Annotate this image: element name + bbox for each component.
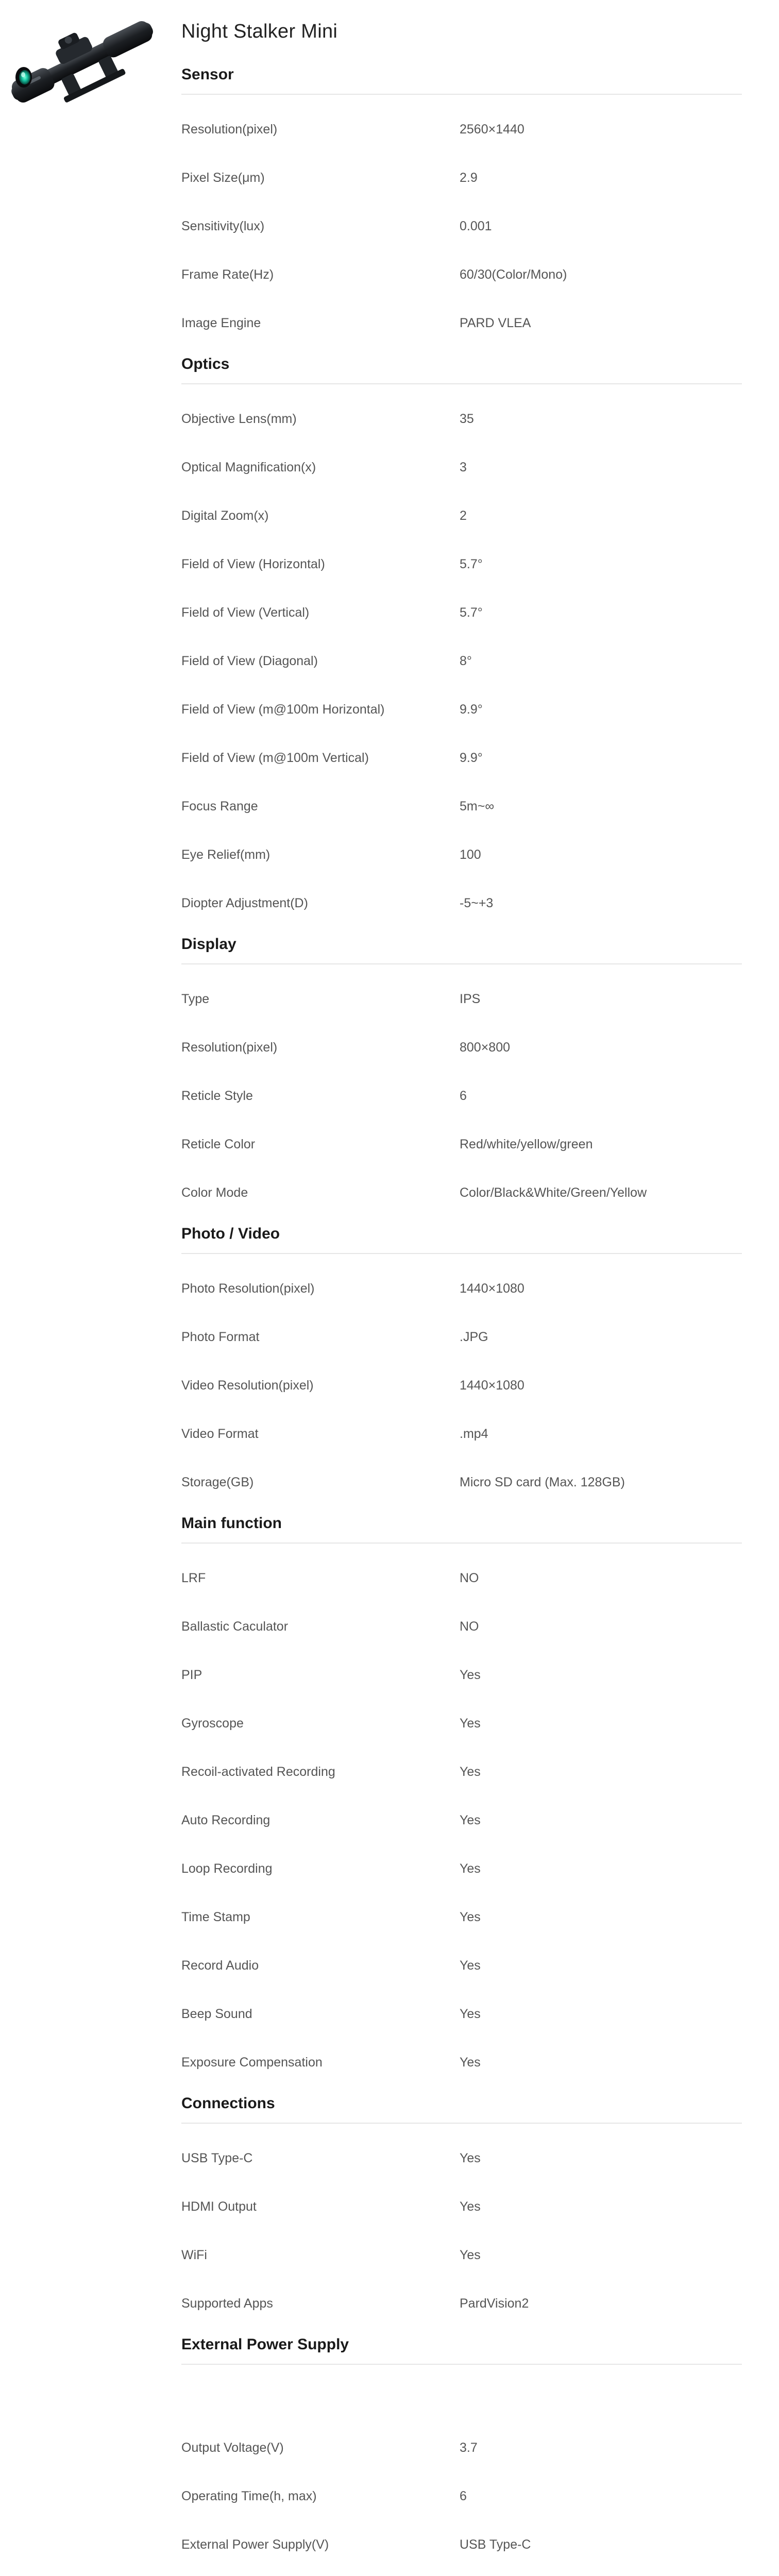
- spec-value: Yes: [460, 2247, 481, 2262]
- spec-row: [181, 492, 742, 540]
- spec-row: [181, 250, 742, 299]
- spec-sections: [181, 58, 742, 2576]
- spec-row: [181, 540, 742, 588]
- spec-row: [181, 1410, 742, 1458]
- product-title: Night Stalker Mini: [181, 21, 338, 42]
- spec-value: 0.001: [460, 218, 492, 233]
- spec-value: Yes: [460, 1861, 481, 1876]
- spec-row: [181, 1990, 742, 2038]
- spec-label: Field of View (Horizontal): [181, 556, 325, 571]
- spec-value: Yes: [460, 1909, 481, 1924]
- spec-value: PARD VLEA: [460, 315, 531, 330]
- spec-row: [181, 879, 742, 927]
- spec-section: [181, 2569, 742, 2576]
- spec-label: Sensitivity(lux): [181, 218, 265, 233]
- spec-label: Optical Magnification(x): [181, 460, 316, 474]
- spec-label: Operating Time(h, max): [181, 2488, 317, 2503]
- spec-value: IPS: [460, 991, 481, 1006]
- spec-value: .JPG: [460, 1329, 488, 1344]
- spec-value: Yes: [460, 1812, 481, 1827]
- spec-value: Yes: [460, 1764, 481, 1779]
- spec-row: [181, 1554, 742, 1602]
- spec-section: [181, 1217, 742, 1506]
- spec-label: Storage(GB): [181, 1475, 254, 1489]
- spec-value: Yes: [460, 2055, 481, 2070]
- spec-value: 100: [460, 847, 481, 862]
- spec-row: [181, 831, 742, 879]
- spec-row: [181, 1796, 742, 1844]
- spec-value: 3: [460, 460, 467, 474]
- spec-value: PardVision2: [460, 2296, 529, 2311]
- spec-value: NO: [460, 1570, 479, 1585]
- spec-label: Color Mode: [181, 1185, 248, 1200]
- spec-label: Gyroscope: [181, 1716, 244, 1731]
- spec-value: 2560×1440: [460, 122, 524, 137]
- spec-label: Ballastic Caculator: [181, 1619, 289, 1634]
- spec-value: 5m~∞: [460, 799, 495, 814]
- spec-row: [181, 2231, 742, 2279]
- spec-label: Record Audio: [181, 1958, 259, 1973]
- spec-row: [181, 2279, 742, 2328]
- section-title: Main function: [181, 1506, 742, 1544]
- spec-row: [181, 637, 742, 685]
- spec-label: LRF: [181, 1570, 206, 1585]
- spec-value: Yes: [460, 1958, 481, 1973]
- spec-label: Photo Resolution(pixel): [181, 1281, 315, 1296]
- spec-row: [181, 782, 742, 831]
- spec-row: [181, 2134, 742, 2182]
- spec-label: Supported Apps: [181, 2296, 273, 2311]
- spec-value: 8°: [460, 653, 472, 668]
- spec-section: [181, 347, 742, 927]
- spec-label: Resolution(pixel): [181, 122, 278, 137]
- spec-label: Reticle Color: [181, 1137, 256, 1151]
- spec-value: 6: [460, 2488, 467, 2503]
- spec-label: Focus Range: [181, 799, 258, 814]
- spec-label: Auto Recording: [181, 1812, 270, 1827]
- spec-row: [181, 1313, 742, 1361]
- spec-value: 9.9°: [460, 702, 483, 717]
- spec-value: 6: [460, 1088, 467, 1103]
- spec-row: [181, 1651, 742, 1699]
- rifle-scope-image: [0, 0, 165, 124]
- spec-value: .mp4: [460, 1426, 488, 1441]
- spec-label: Field of View (Diagonal): [181, 653, 318, 668]
- spec-value: 1440×1080: [460, 1281, 524, 1296]
- section-title: Optics: [181, 347, 742, 384]
- spec-row: [181, 1361, 742, 1410]
- spec-section: [181, 2087, 742, 2328]
- spec-value: Yes: [460, 2150, 481, 2165]
- spec-value: 2.9: [460, 170, 478, 185]
- spec-row: [181, 2182, 742, 2231]
- spec-label: Output Voltage(V): [181, 2440, 284, 2455]
- spec-row: [181, 1893, 742, 1941]
- spec-value: 60/30(Color/Mono): [460, 267, 567, 282]
- spec-section: [181, 1506, 742, 2087]
- spec-value: 9.9°: [460, 750, 483, 765]
- spec-label: Eye Relief(mm): [181, 847, 270, 862]
- spec-label: Digital Zoom(x): [181, 508, 269, 523]
- spec-label: HDMI Output: [181, 2199, 257, 2214]
- spec-value: Yes: [460, 1716, 481, 1731]
- spec-row: [181, 975, 742, 1023]
- section-title: [181, 2569, 742, 2576]
- spec-row: [181, 2038, 742, 2087]
- spec-label: USB Type-C: [181, 2150, 253, 2165]
- spec-label: Resolution(pixel): [181, 1040, 278, 1055]
- spec-row: [181, 1699, 742, 1748]
- spec-value: 800×800: [460, 1040, 511, 1055]
- spec-value: NO: [460, 1619, 479, 1634]
- spec-label: Video Resolution(pixel): [181, 1378, 314, 1393]
- spec-value: 2: [460, 508, 467, 523]
- spec-row: [181, 685, 742, 734]
- spec-row: [181, 734, 742, 782]
- spec-label: Exposure Compensation: [181, 2055, 323, 2070]
- spec-value: 35: [460, 411, 474, 426]
- spec-value: Color/Black&White/Green/Yellow: [460, 1185, 647, 1200]
- spec-row: [181, 1748, 742, 1796]
- spec-row: [181, 1072, 742, 1120]
- section-title: Sensor: [181, 58, 742, 95]
- spec-label: PIP: [181, 1667, 202, 1682]
- spec-section: [181, 58, 742, 347]
- spec-row: [181, 2375, 742, 2424]
- spec-row: [181, 1941, 742, 1990]
- spec-row: [181, 1602, 742, 1651]
- spec-label: Field of View (m@100m Vertical): [181, 750, 369, 765]
- spec-label: Beep Sound: [181, 2006, 252, 2021]
- spec-value: Red/white/yellow/green: [460, 1137, 593, 1151]
- spec-row: [181, 154, 742, 202]
- spec-section: [181, 2328, 742, 2569]
- spec-label: Type: [181, 991, 210, 1006]
- spec-label: Diopter Adjustment(D): [181, 895, 308, 910]
- spec-label: Time Stamp: [181, 1909, 250, 1924]
- spec-section: [181, 927, 742, 1217]
- spec-label: Field of View (m@100m Horizontal): [181, 702, 385, 717]
- spec-row: [181, 1844, 742, 1893]
- spec-row: [181, 443, 742, 492]
- section-title: Photo / Video: [181, 1217, 742, 1254]
- spec-value: Yes: [460, 1667, 481, 1682]
- spec-row: [181, 105, 742, 154]
- spec-value: 1440×1080: [460, 1378, 524, 1393]
- spec-label: Image Engine: [181, 315, 261, 330]
- spec-row: [181, 1168, 742, 1217]
- spec-row: [181, 1264, 742, 1313]
- spec-row: [181, 1023, 742, 1072]
- spec-row: [181, 2472, 742, 2520]
- spec-value: 5.7°: [460, 556, 483, 571]
- spec-value: Micro SD card (Max. 128GB): [460, 1475, 625, 1489]
- spec-label: Video Format: [181, 1426, 259, 1441]
- spec-row: [181, 1458, 742, 1506]
- spec-label: Photo Format: [181, 1329, 260, 1344]
- spec-value: 5.7°: [460, 605, 483, 620]
- spec-row: [181, 395, 742, 443]
- spec-row: [181, 299, 742, 347]
- spec-row: [181, 1120, 742, 1168]
- section-title: External Power Supply: [181, 2328, 742, 2365]
- spec-row: [181, 202, 742, 250]
- spec-label: Recoil-activated Recording: [181, 1764, 335, 1779]
- spec-row: [181, 2424, 742, 2472]
- section-title: Connections: [181, 2087, 742, 2124]
- spec-label: Pixel Size(μm): [181, 170, 265, 185]
- spec-value: USB Type-C: [460, 2537, 531, 2552]
- spec-value: 3.7: [460, 2440, 478, 2455]
- spec-label: Frame Rate(Hz): [181, 267, 274, 282]
- spec-label: Reticle Style: [181, 1088, 253, 1103]
- spec-row: [181, 2520, 742, 2569]
- spec-label: Objective Lens(mm): [181, 411, 297, 426]
- spec-value: -5~+3: [460, 895, 494, 910]
- spec-label: Field of View (Vertical): [181, 605, 310, 620]
- spec-value: Yes: [460, 2199, 481, 2214]
- spec-label: External Power Supply(V): [181, 2537, 329, 2552]
- spec-label: Loop Recording: [181, 1861, 273, 1876]
- spec-row: [181, 588, 742, 637]
- section-title: Display: [181, 927, 742, 964]
- spec-value: Yes: [460, 2006, 481, 2021]
- spec-label: WiFi: [181, 2247, 207, 2262]
